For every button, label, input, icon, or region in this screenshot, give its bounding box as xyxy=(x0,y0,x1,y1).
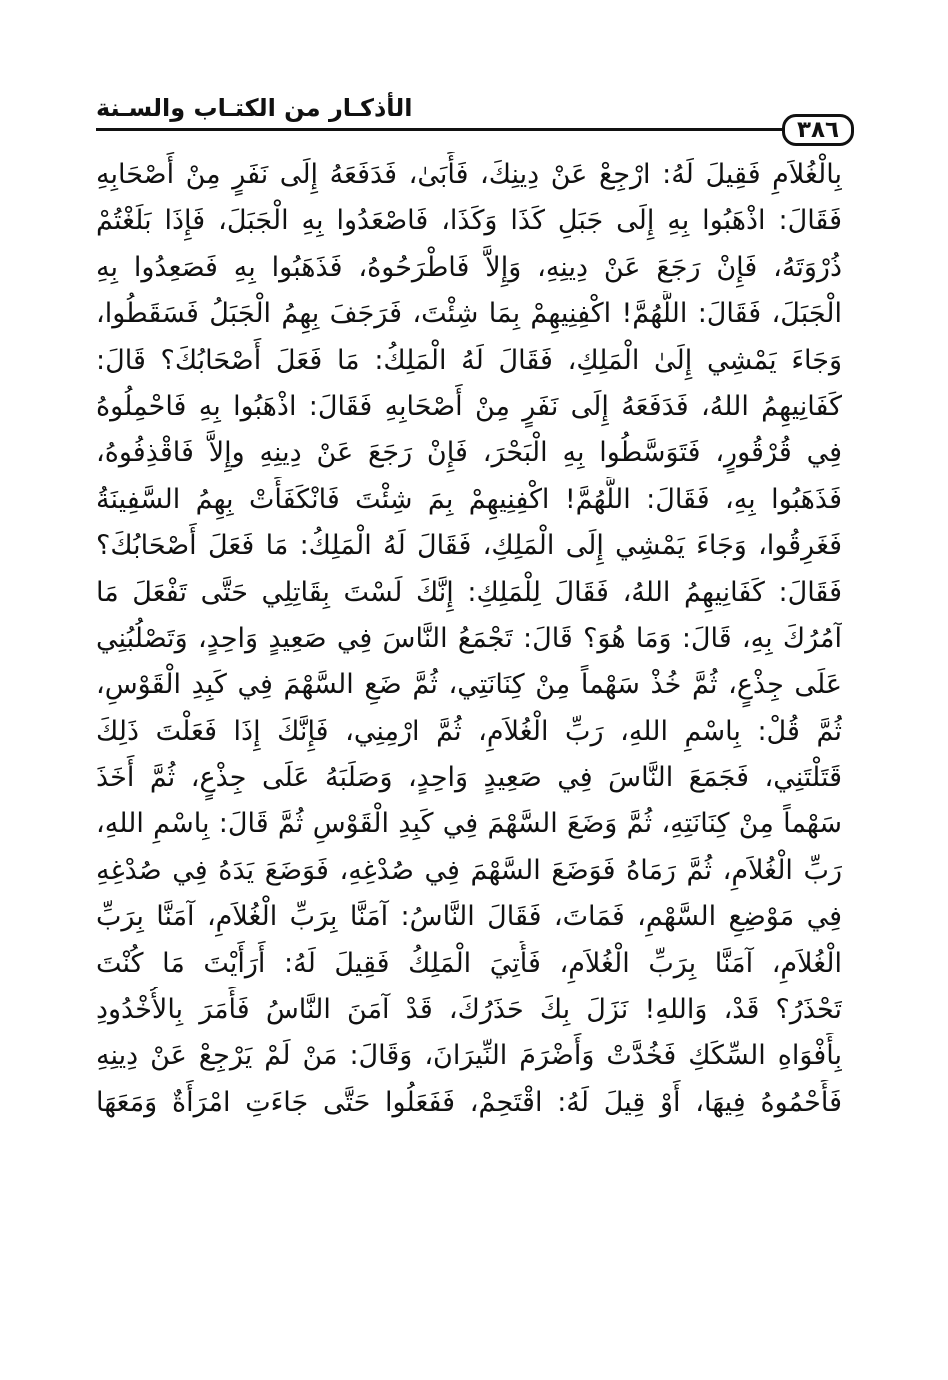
text-line: سَهْماً مِنْ كِنَانَتِهِ، ثُمَّ وَضَعَ السَّهْمَ فِي كَبِدِ الْقَوْسِ ثُمَّ قَالَ: بِاسْمِ اللهِ، xyxy=(96,808,842,840)
text-line: فِي قُرْقُورٍ، فَتَوَسَّطُوا بِهِ الْبَحْرَ، فَإِنْ رَجَعَ عَنْ دِينِهِ وإِلاَّ فَاقْذِفُوهُ، xyxy=(96,437,842,469)
text-line: ذُرْوَتَهُ، فَإِنْ رَجَعَ عَنْ دِينِهِ، وَإِلاَّ فَاطْرَحُوهُ، فَذَهَبُوا بِهِ فَصَعِدُوا بِهِ xyxy=(96,251,842,283)
text-line: عَلَى جِذْعٍ، ثُمَّ خُذْ سَهْماً مِنْ كِنَانَتِي، ثُمَّ ضَعِ السَّهْمَ فِي كَبِدِ الْقَوْسِ، xyxy=(96,669,842,701)
page-header xyxy=(96,86,854,143)
text-line: فَغَرِقُوا، وَجَاءَ يَمْشِي إِلَى الْمَلِكِ، فَقَالَ لَهُ الْمَلِكُ: مَا فَعَلَ أَصْحَابُكَ؟ xyxy=(96,530,842,562)
text-line: فَقَالَ: اذْهَبُوا بِهِ إِلَى جَبَلِ كَذَا وَكَذَا، فَاصْعَدُوا بِهِ الْجَبَلَ، فَإِذَا بَلَغْتُمْ xyxy=(96,205,842,237)
text-line: فَأَحْمُوهُ فِيهَا، أَوْ قِيلَ لَهُ: اقْتَحِمْ، فَفَعَلُوا حَتَّى جَاءَتِ امْرَأَةٌ وَمَعَهَا xyxy=(96,1086,842,1118)
text-line: كَفَانِيهِمُ اللهُ، فَدَفَعَهُ إِلَى نَفَرٍ مِنْ أَصْحَابِهِ فَقَالَ: اذْهَبُوا بِهِ فَاحْمِلُوهُ xyxy=(96,390,842,422)
running-title: الأذكـار من الكتـاب والسـنة xyxy=(96,94,413,122)
text-line: فَذَهَبُوا بِهِ، فَقَالَ: اللَّهُمَّ! اكْفِنِيهِمْ بِمَ شِئْتَ فَانْكَفَأَتْ بِهِمُ السَّفِينَةُ xyxy=(96,483,842,515)
text-line: الْجَبَلَ، فَقَالَ: اللَّهُمَّ! اكْفِنِيهِمْ بِمَا شِئْتَ، فَرَجَفَ بِهِمُ الْجَبَلُ فَسَقَطُوا، xyxy=(96,298,842,330)
text-line: رَبِّ الْغُلاَمِ، ثُمَّ رَمَاهُ فَوَضَعَ السَّهْمَ فِي صُدْغِهِ، فَوَضَعَ يَدَهُ فِي صُدْغِهِ xyxy=(96,854,842,886)
text-line: فَقَالَ: كَفَانِيهِمُ اللهُ، فَقَالَ لِلْمَلِكِ: إِنَّكَ لَسْتَ بِقَاتِلِي حَتَّى تَفْعَلَ مَا xyxy=(96,576,842,608)
text-line: الْغُلاَمِ، آمَنَّا بِرَبِّ الْغُلاَمِ، فَأُتِيَ الْمَلِكُ فَقِيلَ لَهُ: أَرَأَيْتَ مَا كُنْتَ xyxy=(96,947,842,979)
body-text xyxy=(96,152,842,1126)
text-line: فِي مَوْضِعِ السَّهْمِ، فَمَاتَ، فَقَالَ النَّاسُ: آمَنَّا بِرَبِّ الْغُلاَمِ، آمَنَّا بِرَبِّ xyxy=(96,901,842,933)
header-rule xyxy=(96,128,801,131)
text-line: وَجَاءَ يَمْشِي إِلَىٰ الْمَلِكِ، فَقَالَ لَهُ الْمَلِكُ: مَا فَعَلَ أَصْحَابُكَ؟ قَالَ: xyxy=(96,344,842,376)
text-line: بِالْغُلاَمِ فَقِيلَ لَهُ: ارْجِعْ عَنْ دِينِكَ، فَأَبَىٰ، فَدَفَعَهُ إِلَى نَفَرٍ مِنْ أَصْحَابِهِ xyxy=(96,159,842,190)
text-line: بِأَفْوَاهِ السِّكَكِ فَخُدَّتْ وَأَضْرَمَ النِّيرَانَ، وَقَالَ: مَنْ لَمْ يَرْجِعْ عَنْ دِينِهِ xyxy=(96,1040,842,1072)
text-line: آمُرُكَ بِهِ، قَالَ: وَمَا هُوَ؟ قَالَ: تَجْمَعُ النَّاسَ فِي صَعِيدٍ وَاحِدٍ، وَتَصْلُبُنِي xyxy=(96,622,842,654)
text-line: ثُمَّ قُلْ: بِاسْمِ اللهِ، رَبِّ الْغُلاَمِ، ثُمَّ ارْمِنِي، فَإِنَّكَ إِذَا فَعَلْتَ ذَلِكَ xyxy=(96,715,842,747)
text-line: تَحْذَرُ؟ قَدْ، وَاللهِ! نَزَلَ بِكَ حَذَرُكَ، قَدْ آمَنَ النَّاسُ فَأَمَرَ بِالأُخْدُودِ xyxy=(96,994,842,1026)
text-line: قَتَلْتَنِي، فَجَمَعَ النَّاسَ فِي صَعِيدٍ وَاحِدٍ، وَصَلَبَهُ عَلَى جِذْعٍ، ثُمَّ أَخَذَ xyxy=(96,762,842,794)
page-number: ٣٨٦ xyxy=(782,114,854,146)
